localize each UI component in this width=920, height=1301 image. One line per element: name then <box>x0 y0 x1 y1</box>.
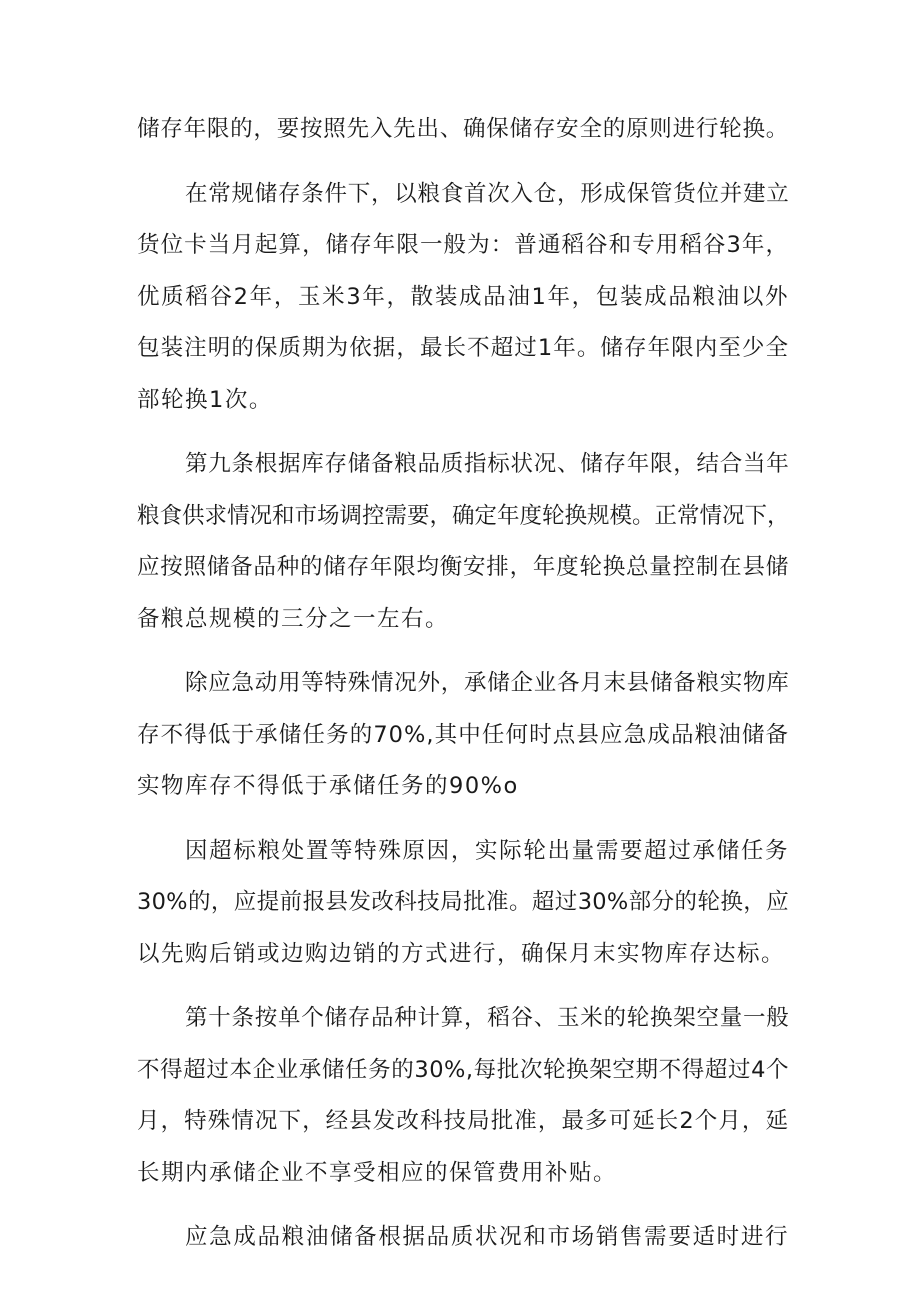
text-line: 优质稻谷2年，玉米3年，散装成品油1年，包装成品粮油以外 <box>137 283 789 310</box>
text-line: 备粮总规模的三分之一左右。 <box>137 605 450 632</box>
paragraph-2 <box>137 169 789 427</box>
paragraph-4 <box>137 658 789 813</box>
text-line: 不得超过本企业承储任务的30%,每批次轮换架空期不得超过4个 <box>137 1056 789 1083</box>
text-line: 储存年限的，要按照先入先出、确保储存安全的原则进行轮换。 <box>137 116 789 142</box>
text-line: 第十条按单个储存品种计算，稻谷、玉米的轮换架空量一般 <box>185 1005 790 1031</box>
paragraph-1 <box>137 104 789 156</box>
text-line: 在常规储存条件下，以粮食首次入仓，形成保管货位并建立 <box>185 180 790 207</box>
text-line: 第九条根据库存储备粮品质指标状况、储存年限，结合当年 <box>185 451 790 477</box>
text-line: 实物库存不得低于承储任务的90%o <box>137 773 519 799</box>
text-line: 货位卡当月起算，储存年限一般为：普通稻谷和专用稻谷3年， <box>137 232 789 258</box>
text-line: 30%的，应提前报县发改科技局批准。超过30%部分的轮换，应 <box>137 889 789 915</box>
text-line: 因超标粮处置等特殊原因，实际轮出量需要超过承储任务 <box>185 837 789 864</box>
text-line: 包装注明的保质期为依据，最长不超过1年。储存年限内至少全 <box>137 335 789 361</box>
text-line: 部轮换1次。 <box>137 386 273 413</box>
paragraph-7 <box>137 1212 789 1264</box>
paragraph-6 <box>137 993 789 1199</box>
paragraph-3 <box>137 439 789 645</box>
text-line: 以先购后销或边购边销的方式进行，确保月末实物库存达标。 <box>137 940 786 967</box>
text-line: 除应急动用等特殊情况外，承储企业各月末县储备粮实物库 <box>185 670 790 696</box>
text-line: 月，特殊情况下，经县发改科技局批准，最多可延长2个月，延 <box>137 1108 789 1134</box>
document-body <box>137 104 789 1264</box>
text-line: 存不得低于承储任务的70%,其中任何时点县应急成品粮油储备 <box>137 721 789 748</box>
text-line: 应按照储备品种的储存年限均衡安排，年度轮换总量控制在县储 <box>137 554 789 580</box>
text-line: 长期内承储企业不享受相应的保管费用补贴。 <box>137 1159 618 1186</box>
text-line: 粮食供求情况和市场调控需要，确定年度轮换规模。正常情况下， <box>137 502 790 529</box>
paragraph-5 <box>137 826 789 981</box>
text-line: 应急成品粮油储备根据品质状况和市场销售需要适时进行 <box>185 1224 789 1250</box>
